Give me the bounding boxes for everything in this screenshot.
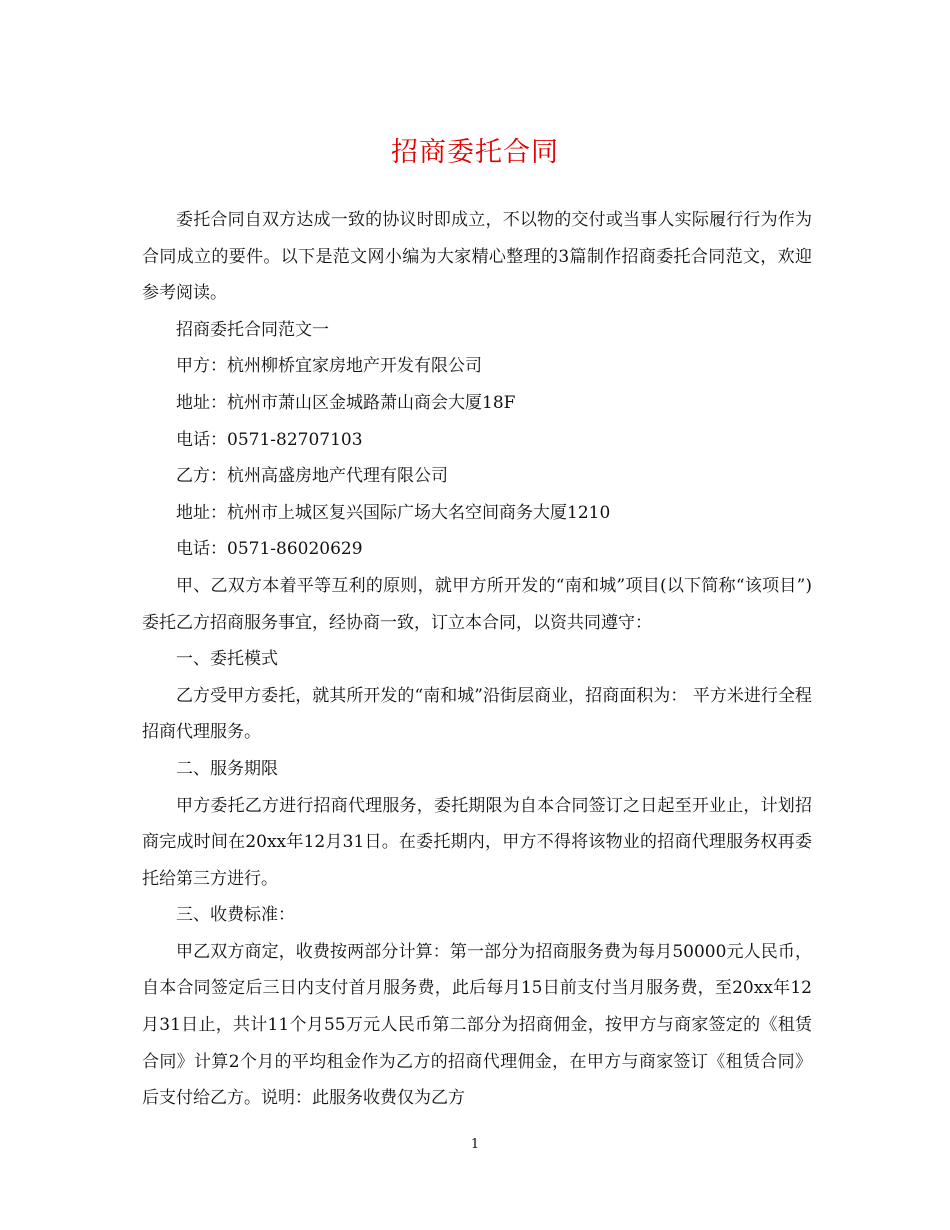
page-number: 1 — [470, 1137, 480, 1152]
paragraph-fees-content: 甲乙双方商定，收费按两部分计算：第一部分为招商服务费为每月50000元人民币，自本合同签定后三日内支付首月服务费，此后每月15日前支付当月服务费，至20xx年12月31日止，共计11个月55万元人民币第二部分为招商佣金，按甲方与商家签定的《租赁合同》计算2个月的平均租金作为乙方的招商代理佣金，在甲方与商家签订《租赁合同》后支付给乙方。说明：此服务收费仅为乙方 — [142, 941, 812, 1109]
paragraph-party-a: 甲方：杭州柳桥宜家房地产开发有限公司 — [176, 356, 482, 377]
paragraph-preamble: 甲、乙双方本着平等互利的原则，就甲方所开发的“南和城”项目(以下简称“该项目”)委托乙方招商服务事宜，经协商一致，订立本合同，以资共同遵守： — [142, 575, 812, 633]
paragraph-party-b-address: 地址：杭州市上城区复兴国际广场大名空间商务大厦1210 — [176, 502, 611, 523]
document-title: 招商委托合同 — [391, 137, 559, 168]
paragraph-party-b-phone: 电话：0571-86020629 — [176, 539, 363, 560]
paragraph-heading-mode: 一、委托模式 — [176, 649, 278, 670]
paragraph-mode-content: 乙方受甲方委托，就其所开发的“南和城”沿街层商业，招商面积为： 平方米进行全程招商代理服务。 — [142, 685, 812, 743]
paragraph-term-content: 甲方委托乙方进行招商代理服务，委托期限为自本合同签订之日起至开业止，计划招商完成时间在20xx年12月31日。在委托期内，甲方不得将该物业的招商代理服务权再委托给第三方进行。 — [142, 795, 812, 889]
paragraph-intro: 委托合同自双方达成一致的协议时即成立，不以物的交付或当事人实际履行行为作为合同成立的要件。以下是范文网小编为大家精心整理的3篇制作招商委托合同范文，欢迎参考阅读。 — [142, 210, 812, 304]
paragraph-heading-term: 二、服务期限 — [176, 758, 278, 779]
document-body — [142, 202, 812, 1117]
paragraph-party-b: 乙方：杭州高盛房地产代理有限公司 — [176, 466, 448, 487]
paragraph-heading-fees: 三、收费标准： — [176, 905, 295, 926]
paragraph-section-heading: 招商委托合同范文一 — [176, 319, 329, 340]
paragraph-party-a-address: 地址：杭州市萧山区金城路萧山商会大厦18F — [176, 392, 516, 413]
paragraph-party-a-phone: 电话：0571-82707103 — [176, 429, 363, 450]
